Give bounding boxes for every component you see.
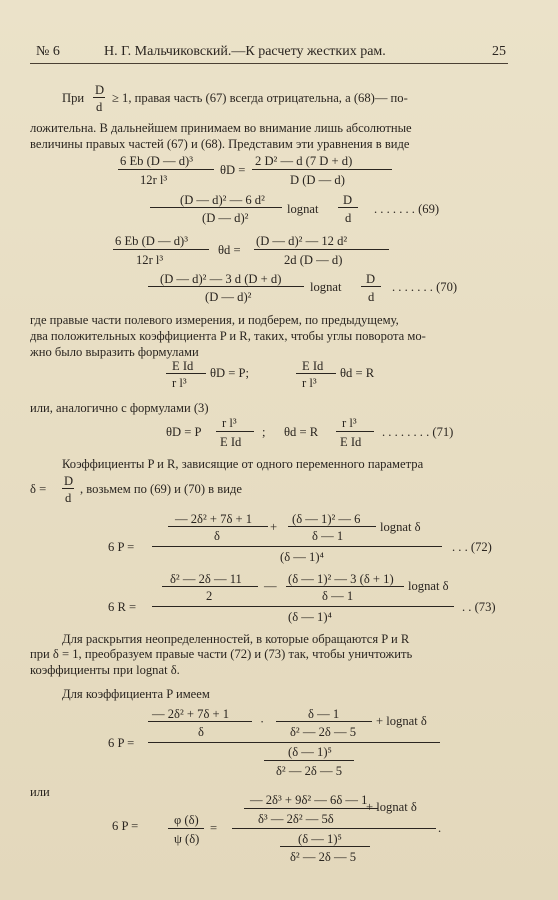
eq-num: r l³: [222, 416, 237, 430]
eq-den: (δ — 1)⁴: [288, 610, 332, 624]
eq-rhs: θd = R: [340, 366, 375, 380]
frac-bar: [336, 431, 374, 432]
eq-num: δ² — 2δ — 11: [170, 572, 242, 586]
lognat: + lognat δ: [366, 800, 417, 814]
eq-lhs: 6 P =: [112, 819, 139, 833]
frac-bar: [288, 526, 376, 527]
eq-theta: θD =: [220, 163, 246, 177]
eq-den: d: [345, 211, 352, 225]
eq-rhs: θD = P;: [210, 366, 250, 380]
eq-den: 12r l³: [140, 173, 168, 187]
eq-num: φ (δ): [174, 813, 199, 827]
frac-num: D: [64, 474, 74, 488]
eq-den: ψ (δ): [174, 832, 200, 846]
text-line: Коэффициенты P и R, зависящие от одного переменного параметра: [62, 457, 424, 471]
frac-bar: [93, 97, 105, 98]
eq-den: δ — 1: [312, 529, 344, 543]
eq-num: — 2δ² + 7δ + 1: [175, 512, 253, 526]
eq-den: E Id: [340, 435, 362, 449]
text-line: при δ = 1, преобразуем правые части (72) и (73) так, чтобы уничтожить: [30, 647, 413, 661]
frac-bar: [168, 526, 268, 527]
eq-lhs: θD = P: [166, 425, 202, 439]
eq-den: δ³ — 2δ² — 5δ: [258, 812, 334, 826]
eq-den: δ² — 2δ — 5: [276, 764, 343, 778]
eq-lhs: 6 P =: [108, 736, 135, 750]
eq-num: (D — d)² — 6 d²: [180, 193, 265, 207]
eq-lhs: 6 P =: [108, 540, 135, 554]
frac-bar: [118, 169, 214, 170]
eq-den: δ: [214, 529, 220, 543]
eq-theta: θd =: [218, 243, 241, 257]
text-line: ложительна. В дальнейшем принимаем во внимание лишь абсолютные: [30, 121, 412, 135]
text-line: где правые части полевого измерения, и подберем, по предыдущему,: [30, 313, 399, 327]
eq-den: r l³: [302, 376, 317, 390]
eq-lhs: θd = R: [284, 425, 319, 439]
frac-bar: [286, 586, 404, 587]
eq-num: D: [366, 272, 376, 286]
frac-bar: [148, 721, 252, 722]
eq-den: δ — 1: [322, 589, 354, 603]
eq-num: (D — d)² — 3 d (D + d): [160, 272, 282, 286]
eq-op: +: [270, 520, 278, 534]
eq-num: — 2δ² + 7δ + 1: [152, 707, 230, 721]
delta-def: δ =: [30, 482, 47, 496]
eq-den: 12r l³: [136, 253, 164, 267]
text-line: или, аналогично с формулами (3): [30, 401, 209, 415]
eq-num: — 2δ³ + 9δ² — 6δ — 1: [250, 793, 368, 807]
frac-bar: [254, 249, 389, 250]
frac-bar: [216, 431, 254, 432]
lognat: lognat δ: [380, 520, 421, 534]
eq-num: δ — 1: [308, 707, 340, 721]
frac-bar: [361, 286, 381, 287]
eq-den: δ² — 2δ — 5: [290, 725, 357, 739]
running-header: [36, 44, 506, 60]
frac-bar: [113, 249, 209, 250]
frac-bar: [62, 488, 74, 489]
eq-lhs: 6 R =: [108, 600, 137, 614]
eq-end: .: [438, 821, 442, 835]
text-line: ≥ 1, правая часть (67) всегда отрицательна, а (68)— по-: [112, 91, 408, 105]
eq-den: D (D — d): [290, 173, 345, 187]
eq-den: E Id: [220, 435, 242, 449]
eq-den: δ² — 2δ — 5: [290, 850, 357, 864]
eq-sep: ;: [262, 425, 266, 439]
frac-bar: [280, 846, 370, 847]
text-line: коэффициенты при lognat δ.: [30, 663, 180, 677]
eq-num: 6 Eb (D — d)³: [115, 234, 189, 248]
frac-bar: [162, 586, 258, 587]
header-rule: [30, 63, 508, 64]
lognat: lognat: [310, 280, 342, 294]
issue-number: № 6: [36, 44, 60, 59]
eq-op: ·: [260, 715, 265, 729]
frac-bar: [338, 207, 358, 208]
equation-tag: . . . (72): [452, 540, 492, 554]
eq-num: 2 D² — d (7 D + d): [255, 154, 353, 168]
text-line: , возьмем по (69) и (70) в виде: [80, 482, 242, 496]
frac-den: d: [96, 100, 103, 114]
frac-bar-main: [152, 606, 454, 607]
text-line: При: [62, 91, 85, 105]
text-line: или: [30, 785, 50, 799]
frac-bar: [296, 373, 336, 374]
frac-bar: [166, 373, 206, 374]
equation-tag: . . . . . . . . (71): [382, 425, 454, 439]
eq-den: (D — d)²: [202, 211, 249, 225]
text-line: два положительных коэффициента P и R, таких, чтобы углы поворота мо-: [30, 329, 426, 343]
page-number: 25: [492, 44, 506, 59]
eq-num: (δ — 1)² — 3 (δ + 1): [288, 572, 394, 586]
equation-tag: . . . . . . . (69): [374, 202, 440, 216]
eq-op: —: [264, 579, 277, 593]
frac-bar: [244, 808, 378, 809]
text-line: Для раскрытия неопределенностей, в которые обращаются P и R: [62, 632, 410, 646]
frac-bar: [252, 169, 392, 170]
text-line: величины правых частей (67) и (68). Представим эти уравнения в виде: [30, 137, 410, 151]
text-line: жно было выразить формулами: [30, 345, 199, 359]
eq-den: 2d (D — d): [284, 253, 343, 267]
eq-num: E Id: [302, 359, 324, 373]
running-title: Н. Г. Мальчиковский.—К расчету жестких рам.: [104, 44, 386, 59]
frac-bar: [276, 721, 372, 722]
lognat: + lognat δ: [376, 714, 427, 728]
frac-bar: [168, 828, 204, 829]
eq-num: E Id: [172, 359, 194, 373]
frac-bar-main: [232, 828, 436, 829]
eq-num: (D — d)² — 12 d²: [256, 234, 348, 248]
frac-bar-main: [152, 546, 442, 547]
equation-tag: . . (73): [462, 600, 496, 614]
eq-den: (δ — 1)⁵: [288, 745, 332, 759]
eq-den: (δ — 1)⁴: [280, 550, 324, 564]
eq-den: 2: [206, 589, 213, 603]
eq-num: r l³: [342, 416, 357, 430]
frac-bar-main: [148, 742, 440, 743]
eq-den: r l³: [172, 376, 187, 390]
frac-den: d: [65, 491, 72, 505]
frac-bar: [150, 207, 282, 208]
eq-den: d: [368, 290, 375, 304]
eq-num: D: [343, 193, 353, 207]
frac-bar: [264, 760, 354, 761]
eq-den: (D — d)²: [205, 290, 252, 304]
eq-num: (δ — 1)² — 6: [292, 512, 361, 526]
eq-num: 6 Eb (D — d)³: [120, 154, 194, 168]
lognat: lognat: [287, 202, 319, 216]
eq-op: =: [210, 821, 218, 835]
frac-bar: [148, 286, 304, 287]
equation-tag: . . . . . . . (70): [392, 280, 458, 294]
eq-den: (δ — 1)⁵: [298, 832, 342, 846]
text-line: Для коэффициента P имеем: [62, 687, 210, 701]
lognat: lognat δ: [408, 579, 449, 593]
frac-num: D: [95, 83, 105, 97]
eq-den: δ: [198, 725, 204, 739]
